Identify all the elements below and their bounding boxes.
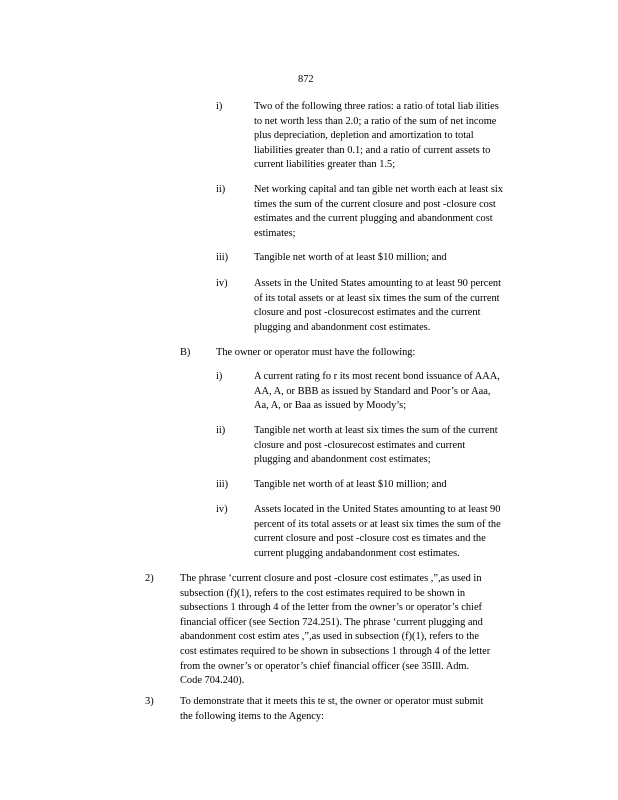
item-text: Assets in the United States amounting to at least 90 percent of its total assets or at least six times the sum of the current closure and post -closurecost estimates and the current plugging and abandonment cost estimates. [254, 278, 502, 333]
page-number: 872 [298, 74, 314, 85]
item-text: Tangible net worth of at least $10 million; and [254, 252, 447, 263]
item-marker: ii) [216, 184, 226, 195]
item-marker: i) [216, 101, 223, 112]
item-text: Assets located in the United States amounting to at least 90 percent of its total assets or at least six times the sum of the current closure and post -closure cost es timates and the current plugging andabandonment cost estimates. [254, 504, 501, 559]
item-marker: i) [216, 371, 223, 382]
item-text: Net working capital and tan gible net worth each at least six times the sum of the current closure and post -closure cost estimates and the current plugging and abandonment cost estimates; [254, 184, 504, 239]
item-marker: iv) [216, 278, 228, 289]
item-text: The owner or operator must have the following: [216, 347, 416, 358]
item-text: A current rating fo r its most recent bond issuance of AAA, AA, A, or BBB as issued by Standard and Poor’s or Aaa, Aa, A, or Baa as issued by Moody’s; [254, 371, 500, 412]
item-marker: iii) [216, 252, 229, 263]
item-marker: iv) [216, 504, 228, 515]
item-marker: 3) [145, 696, 154, 707]
item-text: Tangible net worth at least six times the sum of the current closure and post -closurecost estimates and current plugging and abandonment cost estimates; [254, 425, 498, 466]
item-text: To demonstrate that it meets this te st, the owner or operator must submit the following items to the Agency: [180, 696, 484, 722]
item-text: Tangible net worth of at least $10 million; and [254, 479, 447, 490]
item-marker: ii) [216, 425, 226, 436]
item-marker: B) [180, 347, 191, 358]
item-marker: iii) [216, 479, 229, 490]
item-marker: 2) [145, 573, 154, 584]
item-text: The phrase ‘current closure and post -closure cost estimates ,”,as used in subsection (f)(1), refers to the cost estimates required to be shown in subsections 1 through 4 of the letter from the owner’s or operator’s chief financial officer (see Section 724.251). The phrase ‘current plugging and abandonment cost estim ates ,”,as used in subsection (f)(1), refers to the cost estimates required to be shown in subsections 1 through 4 of the letter from the owner’s or operator’s chief financial officer (see 35Ill. Adm. Code 704.240). [180, 573, 491, 687]
item-text: Two of the following three ratios: a ratio of total liab ilities to net worth less than 2.0; a ratio of the sum of net income plus depreciation, depletion and amortization to total liabilities greater than 0.1; and a ratio of current assets to current liabilities greater than 1.5; [254, 101, 499, 171]
